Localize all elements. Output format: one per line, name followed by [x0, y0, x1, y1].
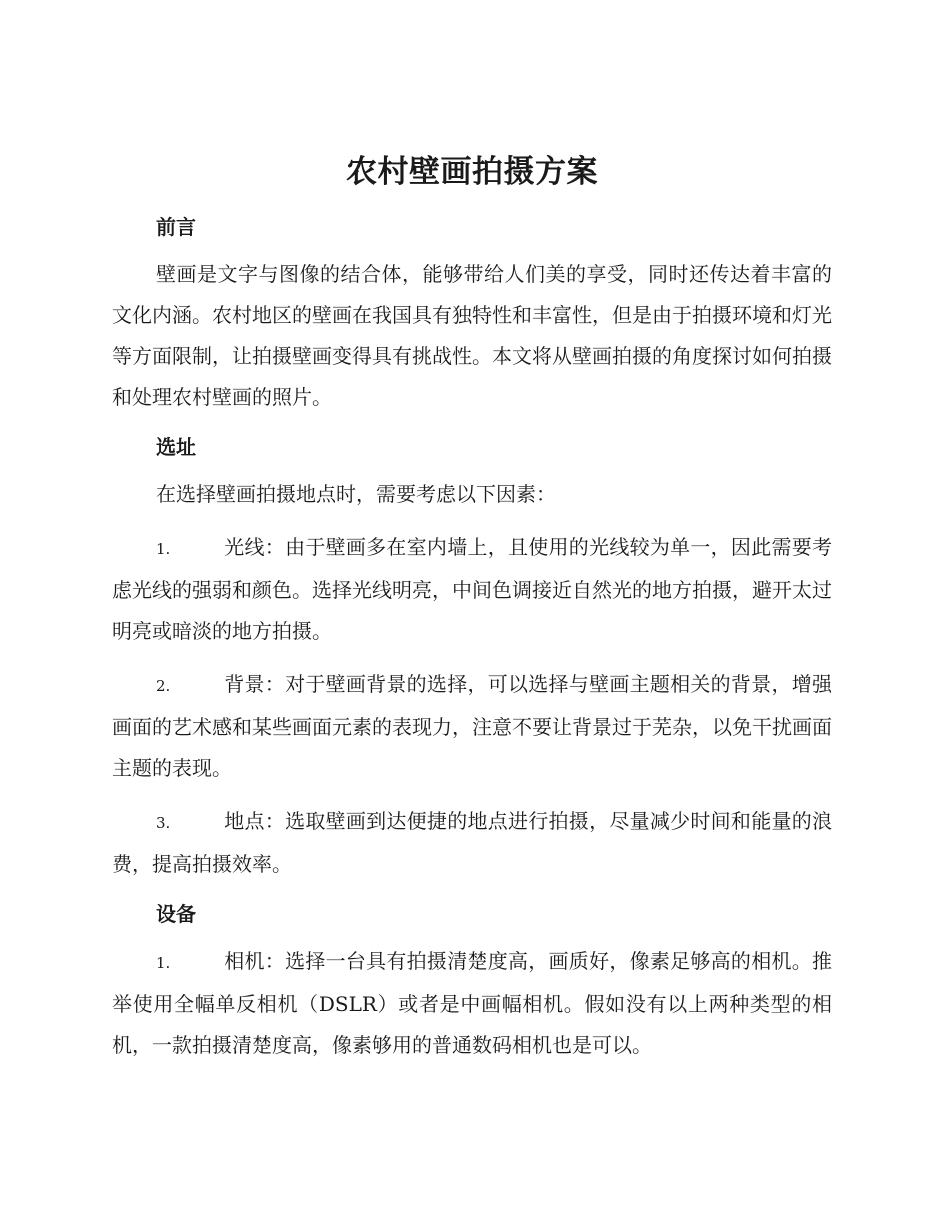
- list-text: 背景：对于壁画背景的选择，可以选择与壁画主题相关的背景，增强画面的艺术感和某些画面元素的表现力，注意不要让背景过于芜杂，以免干扰画面主题的表现。: [112, 672, 832, 780]
- section-heading-preface: 前言: [156, 215, 196, 239]
- preface-paragraph: 壁画是文字与图像的结合体，能够带给人们美的享受，同时还传达着丰富的文化内涵。农村地区的壁画在我国具有独特性和丰富性，但是由于拍摄环境和灯光等方面限制，让拍摄壁画变得具有挑战性。本文将从壁画拍摄的角度探讨如何拍摄和处理农村壁画的照片。: [112, 262, 832, 409]
- list-number: 1.: [156, 540, 171, 558]
- document-page: [112, 150, 832, 1066]
- section-heading-location: 选址: [156, 435, 196, 459]
- list-item: [112, 527, 832, 652]
- location-intro: 在选择壁画拍摄地点时，需要考虑以下因素：: [156, 482, 556, 506]
- document-title: 农村壁画拍摄方案: [346, 154, 598, 190]
- list-number: 1.: [156, 954, 171, 972]
- list-text: 相机：选择一台具有拍摄清楚度高，画质好，像素足够高的相机。推举使用全幅单反相机（DSLR）或者是中画幅相机。假如没有以上两种类型的相机，一款拍摄清楚度高，像素够用的普通数码相机也是可以。: [112, 949, 832, 1057]
- list-text: 光线：由于壁画多在室内墙上，且使用的光线较为单一，因此需要考虑光线的强弱和颜色。选择光线明亮，中间色调接近自然光的地方拍摄，避开太过明亮或暗淡的地方拍摄。: [112, 535, 832, 643]
- list-text: 地点：选取壁画到达便捷的地点进行拍摄，尽量减少时间和能量的浪费，提高拍摄效率。: [112, 809, 832, 876]
- list-item: [112, 941, 832, 1066]
- list-item: [112, 664, 832, 789]
- list-number: 2.: [156, 677, 171, 695]
- section-heading-equipment: 设备: [156, 902, 196, 926]
- list-number: 3.: [156, 814, 171, 832]
- list-item: [112, 801, 832, 885]
